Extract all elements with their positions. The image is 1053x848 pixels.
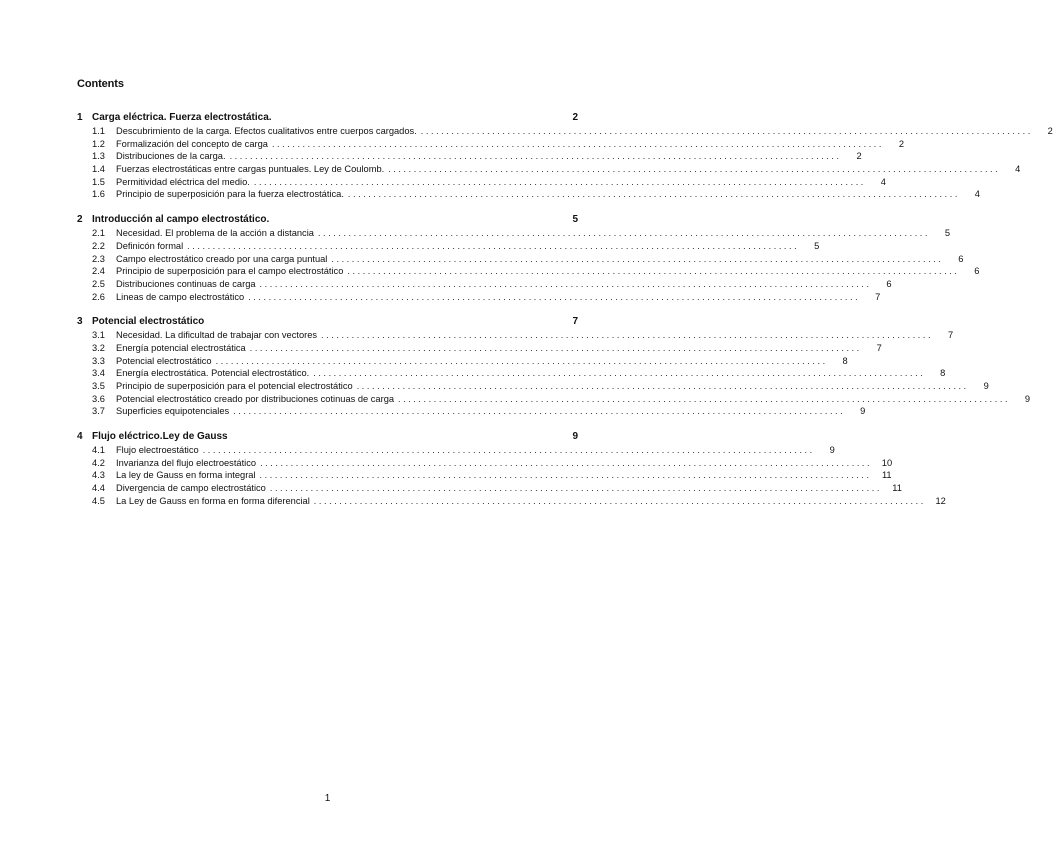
subsection-title: Invarianza del flujo electroestático (116, 457, 257, 468)
subsection-page: 2 (898, 138, 904, 149)
subsection-number: 2.6 (92, 291, 105, 302)
subsection-row[interactable] (77, 445, 835, 458)
subsection-row[interactable] (77, 330, 954, 343)
section-title: Introducción al campo electrostático. (92, 214, 270, 226)
dot-leader: ........................................................................................................................ (229, 151, 842, 162)
subsection-title: Definicón formal (116, 240, 184, 251)
dot-leader: ........................................................................................................................ (259, 470, 872, 481)
subsection-title: Permitividad eléctrica del medio. (116, 176, 250, 187)
subsection-page: 2 (1047, 126, 1053, 136)
subsection-row[interactable] (77, 342, 882, 356)
subsection-page: 10 (881, 457, 893, 468)
dot-leader: ........................................................................................................................ (321, 330, 934, 341)
dot-leader: ........................................................................................................................ (187, 240, 800, 251)
subsection-number: 3.3 (92, 355, 105, 366)
subsection-row[interactable] (77, 495, 946, 509)
subsection-title: Necesidad. La dificultad de trabajar con vectores (116, 330, 318, 341)
section-row[interactable] (77, 214, 578, 228)
subsection-number: 3.4 (92, 368, 105, 379)
subsection-number: 2.4 (92, 266, 105, 277)
dot-leader: ........................................................................................................................ (202, 445, 815, 456)
subsection-row[interactable] (77, 266, 980, 279)
subsection-page: 11 (892, 483, 902, 494)
subsection-title: Flujo electroestático (116, 445, 199, 456)
dot-leader: ........................................................................................................................ (260, 457, 873, 468)
subsection-page: 9 (829, 445, 835, 456)
subsection-row[interactable] (77, 228, 950, 241)
subsection-title: La Ley de Gauss en forma en forma diferencial (116, 495, 310, 506)
subsection-title: Descubrimiento de la carga. Efectos cualitativos entre cuerpos cargados. (116, 126, 417, 136)
subsection-number: 3.5 (92, 381, 105, 391)
subsection-title: La ley de Gauss en forma integral (116, 470, 256, 481)
subsection-row[interactable] (77, 355, 848, 369)
subsection-row[interactable] (77, 470, 892, 483)
subsection-title: Lineas de campo electrostático (116, 291, 245, 302)
section-number: 3 (77, 316, 83, 328)
subsection-row[interactable] (77, 393, 1031, 407)
subsection-title: Divergencia de campo electrostático (116, 483, 266, 494)
toc-section (77, 214, 980, 304)
subsection-row[interactable] (77, 240, 820, 254)
subsection-row[interactable] (77, 381, 989, 394)
toc-heading: Contents (77, 78, 124, 90)
dot-leader: ........................................................................................................................ (248, 291, 861, 302)
dot-leader: ........................................................................................................................ (398, 393, 1011, 404)
subsection-number: 2.1 (92, 228, 105, 239)
subsection-title: Principio de superposición para el campo electrostático (116, 266, 344, 277)
subsection-row[interactable] (77, 406, 866, 419)
subsection-page: 4 (880, 176, 886, 187)
dot-leader: ........................................................................................................................ (388, 164, 1001, 175)
subsection-number: 2.3 (92, 253, 105, 264)
subsection-number: 1.2 (92, 138, 105, 149)
subsection-page: 11 (881, 470, 892, 481)
subsection-number: 4.4 (92, 483, 105, 494)
subsection-page: 8 (940, 368, 946, 379)
subsection-row[interactable] (77, 176, 886, 190)
subsection-page: 5 (814, 240, 820, 251)
dot-leader: ........................................................................................................................ (233, 406, 846, 417)
dot-leader: ........................................................................................................................ (313, 495, 926, 506)
subsection-row[interactable] (77, 126, 1053, 139)
dot-leader: ........................................................................................................................ (259, 278, 872, 289)
section-title: Potencial electrostático (92, 316, 205, 328)
subsection-row[interactable] (77, 151, 862, 164)
dot-leader: ........................................................................................................................ (253, 176, 866, 187)
subsection-number: 3.6 (92, 393, 105, 404)
subsection-number: 4.2 (92, 457, 105, 468)
table-of-contents (77, 112, 1053, 521)
dot-leader: ........................................................................................................................ (347, 189, 960, 200)
subsection-title: Necesidad. El problema de la acción a distancia (116, 228, 314, 239)
subsection-number: 1.5 (92, 176, 105, 187)
subsection-page: 2 (856, 151, 862, 162)
subsection-number: 1.3 (92, 151, 105, 162)
subsection-number: 4.1 (92, 445, 105, 456)
subsection-number: 2.5 (92, 278, 105, 289)
subsection-page: 4 (974, 189, 980, 200)
dot-leader: ........................................................................................................................ (271, 138, 884, 149)
dot-leader: ........................................................................................................................ (249, 342, 862, 353)
dot-leader: ........................................................................................................................ (420, 126, 1033, 136)
subsection-number: 4.5 (92, 495, 105, 506)
dot-leader: ........................................................................................................................ (215, 355, 828, 366)
section-number: 2 (77, 214, 83, 226)
section-page: 9 (572, 431, 578, 443)
toc-section (77, 431, 946, 508)
subsection-row[interactable] (77, 278, 892, 292)
toc-section (77, 316, 1031, 419)
subsection-page: 4 (1015, 164, 1021, 175)
subsection-title: Formalización del concepto de carga (116, 138, 268, 149)
subsection-title: Fuerzas electrostáticas entre cargas puntuales. Ley de Coulomb. (116, 164, 385, 175)
page-number: 1 (324, 793, 331, 804)
subsection-page: 12 (935, 495, 946, 506)
subsection-page: 6 (958, 253, 964, 264)
subsection-number: 1.1 (92, 126, 105, 136)
subsection-page: 7 (947, 330, 954, 341)
subsection-page: 8 (842, 355, 848, 366)
subsection-title: Principio de superposición para la fuerza electrostática. (116, 189, 344, 200)
subsection-title: Potencial electrostático creado por distribuciones cotinuas de carga (116, 393, 395, 404)
dot-leader: ........................................................................................................................ (269, 483, 882, 494)
section-page: 5 (572, 214, 578, 226)
subsection-page: 6 (886, 278, 892, 289)
section-page: 2 (572, 112, 578, 123)
subsection-title: Potencial electrostático (116, 355, 212, 366)
section-row[interactable] (77, 112, 578, 126)
dot-leader: ........................................................................................................................ (331, 253, 944, 264)
dot-leader: ........................................................................................................................ (313, 368, 926, 379)
subsection-title: Energía electrostática. Potencial electrostático. (116, 368, 310, 379)
subsection-page: 7 (875, 291, 881, 302)
subsection-row[interactable] (77, 368, 946, 381)
subsection-title: Principio de superposición para el potencial electrostático (116, 381, 353, 391)
section-title: Carga eléctrica. Fuerza electrostática. (92, 112, 272, 123)
subsection-page: 7 (876, 342, 882, 353)
subsection-page: 5 (944, 228, 950, 239)
subsection-number: 1.4 (92, 164, 105, 175)
subsection-number: 3.2 (92, 342, 105, 353)
subsection-row[interactable] (77, 253, 964, 267)
section-page: 7 (572, 316, 578, 328)
dot-leader: ........................................................................................................................ (347, 266, 960, 277)
subsection-row[interactable] (77, 138, 904, 152)
subsection-page: 9 (983, 381, 989, 391)
subsection-number: 3.7 (92, 406, 105, 417)
subsection-title: Campo electrostático creado por una carga puntual (116, 253, 328, 264)
subsection-title: Energía potencial electrostática (116, 342, 246, 353)
subsection-row[interactable] (77, 164, 1021, 177)
subsection-number: 1.6 (92, 189, 105, 200)
section-title: Flujo eléctrico.Ley de Gauss (92, 431, 228, 443)
section-number: 1 (77, 112, 83, 123)
section-number: 4 (77, 431, 83, 443)
subsection-page: 9 (1024, 393, 1031, 404)
subsection-title: Distribuciones continuas de carga (116, 278, 256, 289)
subsection-row[interactable] (77, 291, 881, 305)
subsection-row[interactable] (77, 457, 893, 471)
subsection-number: 2.2 (92, 240, 105, 251)
dot-leader: ........................................................................................................................ (317, 228, 930, 239)
toc-section (77, 112, 1053, 202)
section-row[interactable] (77, 431, 578, 445)
subsection-page: 6 (974, 266, 980, 277)
subsection-row[interactable] (77, 483, 902, 496)
subsection-page: 9 (860, 406, 866, 417)
subsection-title: Distribuciones de la carga. (116, 151, 226, 162)
section-row[interactable] (77, 316, 578, 330)
subsection-number: 3.1 (92, 330, 105, 341)
subsection-title: Superficies equipotenciales (116, 406, 230, 417)
subsection-row[interactable] (77, 189, 980, 202)
subsection-number: 4.3 (92, 470, 105, 481)
dot-leader: ........................................................................................................................ (356, 381, 969, 391)
